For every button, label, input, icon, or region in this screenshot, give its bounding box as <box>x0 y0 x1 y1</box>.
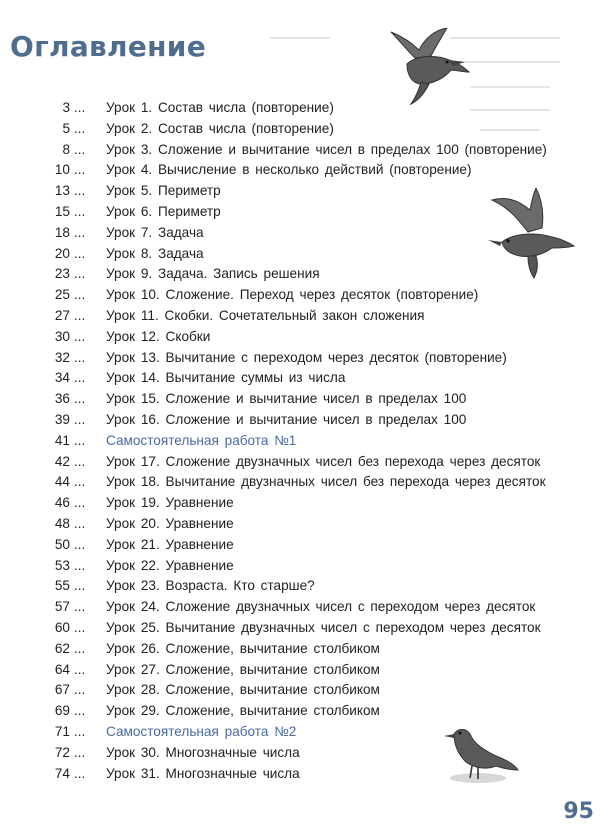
table-of-contents <box>0 98 608 784</box>
toc-page-number: 46 <box>54 495 70 511</box>
toc-leader-dots: ... <box>74 661 86 677</box>
toc-entry-independent-work[interactable] <box>0 722 608 743</box>
page-number: 95 <box>563 799 594 824</box>
toc-entry-title: Урок 24. Сложение двузначных чисел с переходом через десяток <box>106 599 536 615</box>
toc-page-number: 32 <box>54 349 70 365</box>
toc-entry-title: Урок 8. Задача <box>106 245 204 261</box>
toc-entry-title: Урок 7. Задача <box>106 224 204 240</box>
toc-leader-dots: ... <box>74 203 86 219</box>
toc-entry[interactable] <box>0 389 608 410</box>
toc-page-number: 64 <box>54 661 70 677</box>
toc-page-number: 74 <box>54 765 70 781</box>
toc-page-number: 8 <box>62 141 70 157</box>
toc-page-number: 48 <box>54 515 70 531</box>
toc-page-number: 55 <box>54 578 70 594</box>
toc-entry[interactable] <box>0 535 608 556</box>
toc-entry[interactable] <box>0 264 608 285</box>
toc-entry[interactable] <box>0 618 608 639</box>
toc-entry-title: Урок 15. Сложение и вычитание чисел в пределах 100 <box>106 391 467 407</box>
toc-entry-title: Урок 28. Сложение, вычитание столбиком <box>106 682 380 698</box>
toc-page-number: 71 <box>54 723 70 739</box>
toc-leader-dots: ... <box>74 141 86 157</box>
toc-entry-title: Урок 10. Сложение. Переход через десяток (повторение) <box>106 287 479 303</box>
toc-entry-title: Урок 5. Периметр <box>106 183 221 199</box>
toc-entry[interactable] <box>0 368 608 389</box>
toc-entry-title: Урок 18. Вычитание двузначных чисел без перехода через десяток <box>106 474 546 490</box>
toc-entry[interactable] <box>0 327 608 348</box>
toc-entry[interactable] <box>0 348 608 369</box>
toc-leader-dots: ... <box>74 411 86 427</box>
toc-page-number: 25 <box>54 287 70 303</box>
toc-leader-dots: ... <box>74 453 86 469</box>
toc-entry-title: Урок 23. Возраста. Кто старше? <box>106 578 315 594</box>
toc-leader-dots: ... <box>74 391 86 407</box>
toc-leader-dots: ... <box>74 682 86 698</box>
toc-page-number: 72 <box>54 744 70 760</box>
toc-page-number: 10 <box>54 162 70 178</box>
toc-leader-dots: ... <box>74 370 86 386</box>
crow-flying-illustration <box>385 28 475 106</box>
toc-entry[interactable] <box>0 98 608 119</box>
toc-page-number: 23 <box>54 266 70 282</box>
toc-entry-title: Урок 16. Сложение и вычитание чисел в пределах 100 <box>106 411 467 427</box>
toc-entry-title: Урок 4. Вычисление в несколько действий (повторение) <box>106 162 472 178</box>
toc-leader-dots: ... <box>74 723 86 739</box>
toc-leader-dots: ... <box>74 307 86 323</box>
toc-entry-title: Урок 19. Уравнение <box>106 495 234 511</box>
toc-entry-title: Урок 22. Уравнение <box>106 557 234 573</box>
toc-leader-dots: ... <box>74 100 86 115</box>
toc-page-number: 44 <box>54 474 70 490</box>
toc-entry[interactable] <box>0 680 608 701</box>
toc-leader-dots: ... <box>74 432 86 448</box>
toc-page-number: 30 <box>54 328 70 344</box>
toc-page-number: 50 <box>54 536 70 552</box>
toc-page-number: 36 <box>54 391 70 407</box>
toc-entry-title: Урок 9. Задача. Запись решения <box>106 266 320 282</box>
toc-entry[interactable] <box>0 701 608 722</box>
toc-leader-dots: ... <box>74 515 86 531</box>
toc-entry[interactable] <box>0 493 608 514</box>
toc-entry-title: Урок 27. Сложение, вычитание столбиком <box>106 661 380 677</box>
toc-entry-independent-work[interactable] <box>0 431 608 452</box>
toc-leader-dots: ... <box>74 557 86 573</box>
toc-entry[interactable] <box>0 202 608 223</box>
toc-entry[interactable] <box>0 743 608 764</box>
toc-leader-dots: ... <box>74 183 86 199</box>
toc-entry-title: Урок 6. Периметр <box>106 203 221 219</box>
toc-page-number: 57 <box>54 599 70 615</box>
toc-page-number: 69 <box>54 703 70 719</box>
toc-leader-dots: ... <box>74 599 86 615</box>
toc-page-number: 67 <box>54 682 70 698</box>
toc-page-number: 53 <box>54 557 70 573</box>
toc-leader-dots: ... <box>74 578 86 594</box>
toc-leader-dots: ... <box>74 495 86 511</box>
toc-entry[interactable] <box>0 181 608 202</box>
toc-entry-title: Урок 1. Состав числа (повторение) <box>106 100 334 115</box>
toc-leader-dots: ... <box>74 703 86 719</box>
toc-entry-title: Урок 29. Сложение, вычитание столбиком <box>106 703 380 719</box>
toc-leader-dots: ... <box>74 120 86 136</box>
toc-entry-title: Самостоятельная работа №2 <box>106 723 297 739</box>
toc-entry-title: Урок 3. Сложение и вычитание чисел в пределах 100 (повторение) <box>106 141 547 157</box>
toc-entry[interactable] <box>0 597 608 618</box>
toc-entry-title: Самостоятельная работа №1 <box>106 432 297 448</box>
toc-entry-title: Урок 20. Уравнение <box>106 515 234 531</box>
toc-leader-dots: ... <box>74 162 86 178</box>
toc-leader-dots: ... <box>74 245 86 261</box>
toc-entry[interactable] <box>0 660 608 681</box>
toc-entry[interactable] <box>0 514 608 535</box>
toc-leader-dots: ... <box>74 349 86 365</box>
toc-entry[interactable] <box>0 140 608 161</box>
toc-entry-title: Урок 25. Вычитание двузначных чисел с переходом через десяток <box>106 619 541 635</box>
toc-entry-title: Урок 26. Сложение, вычитание столбиком <box>106 640 380 656</box>
toc-leader-dots: ... <box>74 765 86 781</box>
toc-entry[interactable] <box>0 244 608 265</box>
toc-leader-dots: ... <box>74 224 86 240</box>
toc-entry[interactable] <box>0 452 608 473</box>
toc-leader-dots: ... <box>74 536 86 552</box>
toc-page-number: 20 <box>54 245 70 261</box>
toc-entry-title: Урок 17. Сложение двузначных чисел без перехода через десяток <box>106 453 541 469</box>
toc-entry[interactable] <box>0 306 608 327</box>
toc-entry[interactable] <box>0 285 608 306</box>
toc-entry[interactable] <box>0 119 608 140</box>
toc-entry-title: Урок 14. Вычитание суммы из числа <box>106 370 346 386</box>
toc-entry[interactable] <box>0 764 608 785</box>
toc-entry[interactable] <box>0 472 608 493</box>
toc-page-number: 27 <box>54 307 70 323</box>
toc-entry[interactable] <box>0 576 608 597</box>
toc-page-number: 42 <box>54 453 70 469</box>
toc-entry-title: Урок 30. Многозначные числа <box>106 744 300 760</box>
toc-page-number: 15 <box>54 203 70 219</box>
toc-leader-dots: ... <box>74 474 86 490</box>
toc-leader-dots: ... <box>74 619 86 635</box>
toc-entry-title: Урок 21. Уравнение <box>106 536 234 552</box>
toc-entry-title: Урок 13. Вычитание с переходом через десяток (повторение) <box>106 349 507 365</box>
toc-page-number: 5 <box>62 120 70 136</box>
toc-entry-title: Урок 12. Скобки <box>106 328 211 344</box>
toc-entry[interactable] <box>0 160 608 181</box>
page-title: Оглавление <box>10 30 207 63</box>
toc-page-number: 34 <box>54 370 70 386</box>
toc-page-number: 39 <box>54 411 70 427</box>
toc-entry-title: Урок 31. Многозначные числа <box>106 765 300 781</box>
toc-entry[interactable] <box>0 223 608 244</box>
toc-leader-dots: ... <box>74 744 86 760</box>
toc-entry[interactable] <box>0 410 608 431</box>
toc-page-number: 41 <box>54 432 70 448</box>
toc-page-number: 62 <box>54 640 70 656</box>
toc-page-number: 60 <box>54 619 70 635</box>
toc-entry[interactable] <box>0 639 608 660</box>
toc-entry[interactable] <box>0 556 608 577</box>
toc-entry-title: Урок 2. Состав числа (повторение) <box>106 120 334 136</box>
toc-page-number: 13 <box>54 183 70 199</box>
toc-leader-dots: ... <box>74 266 86 282</box>
toc-page-number: 3 <box>62 100 70 115</box>
toc-leader-dots: ... <box>74 640 86 656</box>
toc-leader-dots: ... <box>74 287 86 303</box>
toc-entry-title: Урок 11. Скобки. Сочетательный закон сложения <box>106 307 425 323</box>
toc-leader-dots: ... <box>74 328 86 344</box>
toc-page-number: 18 <box>54 224 70 240</box>
